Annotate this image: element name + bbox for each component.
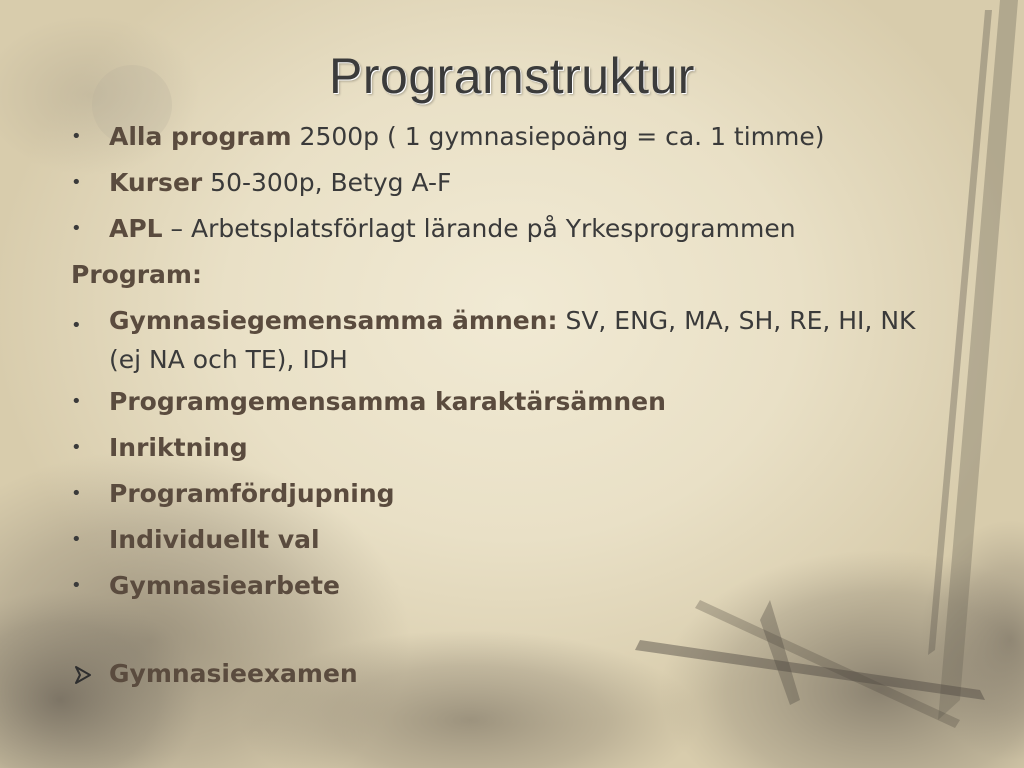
item-text: – Arbetsplatsförlagt lärande på Yrkesprogrammen <box>162 214 796 243</box>
list-item <box>71 433 951 463</box>
bullet-dot-icon: • <box>71 575 82 596</box>
item-text: SV, ENG, MA, SH, RE, HI, NK (ej NA och TE), IDH <box>109 306 916 374</box>
list-item <box>71 168 951 198</box>
item-bold-label: Programfördjupning <box>109 479 395 508</box>
bullet-dot-icon: • <box>71 437 82 458</box>
bullet-dot-icon: • <box>71 391 82 412</box>
arrow-bullet-icon <box>73 665 93 685</box>
bullet-dot-icon: • <box>71 483 82 504</box>
item-bold-label: Gymnasiearbete <box>109 571 340 600</box>
bullet-dot-icon: • <box>71 172 82 193</box>
item-text: 50-300p, Betyg A-F <box>202 168 452 197</box>
bullet-dot-icon: • <box>71 529 82 550</box>
item-text: 2500p ( 1 gymnasiepoäng = ca. 1 timme) <box>291 122 825 151</box>
item-bold-label: Individuellt val <box>109 525 320 554</box>
section-heading-label: Program: <box>71 260 202 289</box>
list-item <box>71 301 951 379</box>
list-item <box>71 525 951 555</box>
bullet-list <box>71 122 951 705</box>
list-item <box>71 571 951 601</box>
item-bold-label: Inriktning <box>109 433 248 462</box>
bullet-dot-icon: • <box>71 315 82 336</box>
item-bold-label: APL <box>109 214 163 243</box>
list-item <box>71 479 951 509</box>
slide-title: Programstruktur <box>329 48 695 104</box>
list-item <box>71 122 951 152</box>
item-bold-label: Alla program <box>109 122 292 151</box>
list-item <box>71 214 951 244</box>
item-bold-label: Programgemensamma karaktärsämnen <box>109 387 666 416</box>
section-heading <box>71 260 951 290</box>
list-item <box>71 659 951 689</box>
bullet-dot-icon: • <box>71 218 82 239</box>
list-item <box>71 387 951 417</box>
item-bold-label: Gymnasieexamen <box>109 659 358 688</box>
bullet-dot-icon: • <box>71 126 82 147</box>
item-bold-label: Gymnasiegemensamma ämnen: <box>109 306 558 335</box>
item-bold-label: Kurser <box>109 168 203 197</box>
